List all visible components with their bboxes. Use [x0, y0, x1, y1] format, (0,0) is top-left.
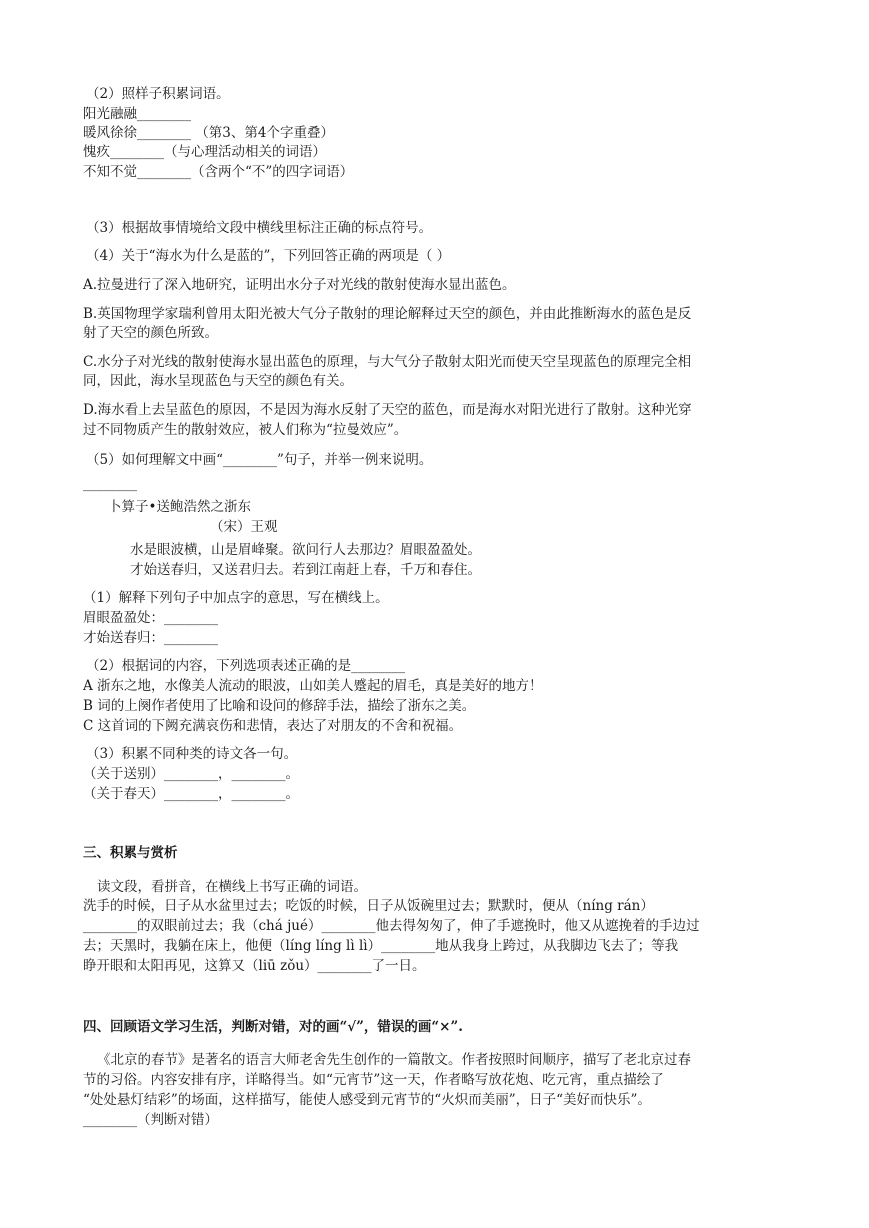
poem-q3-b: （关于春天）________，________。 [83, 786, 299, 802]
poem-q2-title: （2）根据词的内容，下列选项表述正确的是________ [86, 658, 406, 674]
poem-q1-b: 才始送春归：________ [83, 630, 218, 646]
q5-answer-blank: ________ [83, 476, 137, 492]
poem-author: （宋）王观 [210, 519, 278, 535]
poem-q3-title: （3）积累不同种类的诗文各一句。 [86, 746, 298, 762]
q4-option-d-line1: D.海水看上去呈蓝色的原因，不是因为海水反射了天空的蓝色，而是海水对阳光进行了散射。这种光穿 [83, 402, 692, 418]
poem-line-1: 水是眼波横，山是眉峰聚。欲问行人去那边？眉眼盈盈处。 [130, 542, 481, 558]
section-3-heading: 三、积累与赏析 [83, 845, 178, 861]
q4-option-a: A.拉曼进行了深入地研究，证明出水分子对光线的散射使海水显出蓝色。 [83, 277, 516, 293]
poem-q2-option-a: A 浙东之地，水像美人流动的眼波，山如美人蹙起的眉毛，真是美好的地方！ [83, 678, 543, 694]
section-4-line-1: 《北京的春节》是著名的语言大师老舍先生创作的一篇散文。作者按照时间顺序，描写了老北京过春 [97, 1052, 691, 1068]
q2-line-2: 暖风徐徐________ （第3、第4个字重叠） [83, 125, 334, 141]
q4-option-c-line1: C.水分子对光线的散射使海水显出蓝色的原理，与大气分子散射太阳光而使天空呈现蓝色的原理完全相 [83, 354, 692, 370]
poem-q1-a: 眉眼盈盈处：________ [83, 610, 218, 626]
section-4-line-4: ________（判断对错） [83, 1112, 218, 1128]
section-4-line-2: 节的习俗。内容安排有序，详略得当。如“元宵节”这一天，作者略写放花炮、吃元宵，重点描绘了 [83, 1072, 664, 1088]
section-3-line-3: 去；天黑时，我躺在床上，他便（líng líng lì lì）________地从我身上跨过，从我脚边飞去了；等我 [83, 938, 679, 954]
q3-text: （3）根据故事情境给文段中横线里标注正确的标点符号。 [86, 220, 433, 236]
q2-line-3: 愧疚________（与心理活动相关的词语） [83, 144, 326, 160]
q2-line-1: 阳光融融________ [83, 106, 191, 122]
q2-title: （2）照样子积累词语。 [86, 86, 230, 102]
q4-option-b-line1: B.英国物理学家瑞利曾用太阳光被大气分子散射的理论解释过天空的颜色，并由此推断海水的蓝色是反 [83, 306, 692, 322]
q4-option-c-line2: 同，因此，海水呈现蓝色与天空的颜色有关。 [83, 373, 353, 389]
q5-title: （5）如何理解文中画“________”句子，并举一例来说明。 [86, 452, 433, 468]
poem-q3-a: （关于送别）________，________。 [83, 766, 299, 782]
q4-title: （4）关于“海水为什么是蓝的”，下列回答正确的两项是（ ） [86, 248, 451, 264]
section-3-line-1: 洗手的时候，日子从水盆里过去；吃饭的时候，日子从饭碗里过去；默默时，便从（níng rán） [83, 898, 654, 914]
q4-option-b-line2: 射了天空的颜色所致。 [83, 325, 218, 341]
poem-q1-title: （1）解释下列句子中加点字的意思，写在横线上。 [83, 590, 389, 606]
poem-q2-option-c: C 这首词的下阙充满哀伤和悲情，表达了对朋友的不舍和祝福。 [83, 718, 463, 734]
section-4-line-3: “处处悬灯结彩”的场面，这样描写，能使人感受到元宵节的“火炽而美丽”，日子“美好而快乐”。 [83, 1092, 651, 1108]
section-3-line-4: 睁开眼和太阳再见，这算又（liū zǒu）________了一日。 [83, 958, 426, 974]
q2-line-4: 不知不觉________（含两个“不”的四字词语） [83, 164, 354, 180]
section-4-heading: 四、回顾语文学习生活，判断对错，对的画“√”，错误的画“×”. [83, 1019, 463, 1035]
section-3-line-2: ________的双眼前过去；我（chá jué）________他去得匆匆了，伸了手遮挽时，他又从遮挽着的手边过 [83, 918, 700, 934]
poem-q2-option-b: B 词的上阕作者使用了比喻和设问的修辞手法，描绘了浙东之美。 [83, 698, 476, 714]
q4-option-d-line2: 过不同物质产生的散射效应，被人们称为“拉曼效应”。 [83, 422, 408, 438]
poem-line-2: 才始送春归，又送君归去。若到江南赶上春，千万和春住。 [130, 562, 481, 578]
poem-title: 卜算子•送鲍浩然之浙东 [108, 499, 251, 515]
section-3-intro: 读文段，看拼音，在横线上书写正确的词语。 [97, 879, 367, 895]
